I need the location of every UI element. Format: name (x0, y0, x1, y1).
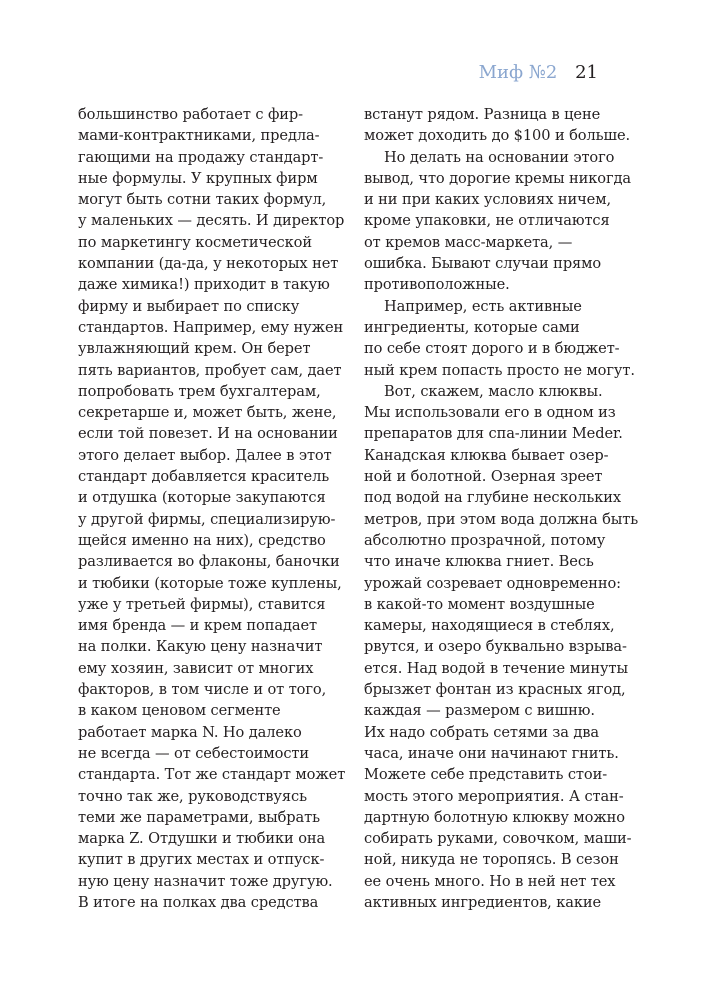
text-line: брызжет фонтан из красных ягод, (364, 681, 626, 699)
text-line: метров, при этом вода должна быть (364, 510, 639, 528)
text-line: у другой фирмы, специализирую- (78, 510, 336, 528)
text-line: Их надо собрать сетями за два (364, 723, 599, 741)
text-line: кроме упаковки, не отличаются (364, 212, 610, 230)
right-text-column (364, 104, 639, 913)
text-line: ется. Над водой в течение минуты (364, 659, 629, 677)
text-line: пять вариантов, пробует сам, дает (78, 361, 342, 379)
left-text-column (78, 104, 346, 913)
text-line: в каком ценовом сегменте (78, 702, 281, 720)
text-line: каждая — размером с вишню. (364, 702, 595, 720)
text-line: компании (да-да, у некоторых нет (78, 255, 339, 273)
text-line: на полки. Какую цену назначит (78, 638, 323, 656)
page-number: 21 (575, 62, 598, 83)
text-line: и отдушка (которые закупаются (78, 489, 326, 507)
text-line: В итоге на полках два средства (78, 893, 319, 911)
text-line: препаратов для спа-линии Meder. (364, 425, 623, 443)
text-line: мами-контрактниками, предла- (78, 127, 320, 145)
text-line: Вот, скажем, масло клюквы. (384, 382, 603, 400)
text-line: вывод, что дорогие кремы никогда (364, 169, 631, 187)
text-line: ный крем попасть просто не могут. (364, 361, 635, 379)
text-line: ее очень много. Но в ней нет тех (364, 872, 616, 890)
text-line: если той повезет. И на основании (78, 425, 338, 443)
text-line: Канадская клюква бывает озер- (364, 446, 609, 464)
text-line: марка Z. Отдушки и тюбики она (78, 830, 326, 848)
text-line: ную цену назначит тоже другую. (78, 872, 333, 890)
text-line: противоположные. (364, 276, 510, 294)
text-line: дартную болотную клюкву можно (364, 808, 625, 826)
text-line: попробовать трем бухгалтерам, (78, 382, 321, 400)
text-line: и ни при каких условиях ничем, (364, 191, 611, 209)
text-line: урожай созревает одновременно: (364, 574, 621, 592)
text-line: имя бренда — и крем попадает (78, 617, 317, 635)
text-line: стандарт добавляется краситель (78, 468, 330, 486)
text-line: камеры, находящиеся в стеблях, (364, 617, 615, 635)
text-line: ной, никуда не торопясь. В сезон (364, 851, 619, 869)
text-line: Мы использовали его в одном из (364, 404, 616, 422)
text-line: увлажняющий крем. Он берет (78, 340, 311, 358)
text-line: что иначе клюква гниет. Весь (364, 553, 594, 571)
text-line: уже у третьей фирмы), ставится (78, 595, 326, 613)
text-line: у маленьких — десять. И директор (78, 212, 345, 230)
text-line: фирму и выбирает по списку (78, 297, 300, 315)
text-line: по себе стоят дорого и в бюджет- (364, 340, 620, 358)
text-line: купит в других местах и отпуск- (78, 851, 325, 869)
text-line: ингредиенты, которые сами (364, 318, 580, 336)
text-line: ные формулы. У крупных фирм (78, 169, 318, 187)
text-line: в какой-то момент воздушные (364, 595, 595, 613)
running-head (479, 62, 598, 84)
text-line: стандарта. Тот же стандарт может (78, 766, 346, 784)
text-line: активных ингредиентов, какие (364, 893, 602, 911)
text-line: Например, есть активные (384, 297, 582, 315)
text-line: даже химика!) приходит в такую (78, 276, 330, 294)
text-line: встанут рядом. Разница в цене (364, 106, 601, 123)
text-line: рвутся, и озеро буквально взрыва- (364, 638, 627, 656)
text-line: часа, иначе они начинают гнить. (364, 744, 619, 762)
text-line: может доходить до $100 и больше. (364, 127, 631, 145)
text-line: могут быть сотни таких формул, (78, 191, 327, 209)
text-line: Но делать на основании этого (384, 148, 615, 166)
text-line: гающими на продажу стандарт- (78, 148, 324, 166)
text-line: от кремов масс-маркета, — (364, 233, 573, 251)
text-line: стандартов. Например, ему нужен (78, 318, 344, 336)
text-line: Можете себе представить стои- (364, 766, 608, 784)
text-line: щейся именно на них), средство (78, 531, 326, 549)
text-line: и тюбики (которые тоже куплены, (78, 574, 342, 592)
text-line: по маркетингу косметической (78, 233, 312, 251)
text-line: точно так же, руководствуясь (78, 787, 307, 805)
text-line: большинство работает с фир- (78, 106, 303, 123)
text-line: работает марка N. Но далеко (78, 723, 302, 741)
section-title: Миф №2 (478, 62, 558, 83)
text-line: собирать руками, совочком, маши- (364, 830, 632, 848)
text-line: не всегда — от себестоимости (78, 744, 310, 762)
text-line: факторов, в том числе и от того, (78, 681, 327, 699)
text-line: под водой на глубине нескольких (364, 489, 622, 507)
text-line: мость этого мероприятия. А стан- (364, 787, 624, 805)
text-line: ной и болотной. Озерная зреет (364, 468, 603, 486)
text-line: этого делает выбор. Далее в этот (78, 446, 332, 464)
text-line: теми же параметрами, выбрать (78, 808, 320, 826)
text-line: разливается во флаконы, баночки (78, 553, 340, 571)
text-line: ему хозяин, зависит от многих (78, 659, 314, 677)
text-line: абсолютно прозрачной, потому (364, 531, 606, 549)
text-line: секретарше и, может быть, жене, (78, 404, 337, 422)
text-line: ошибка. Бывают случаи прямо (364, 255, 602, 273)
